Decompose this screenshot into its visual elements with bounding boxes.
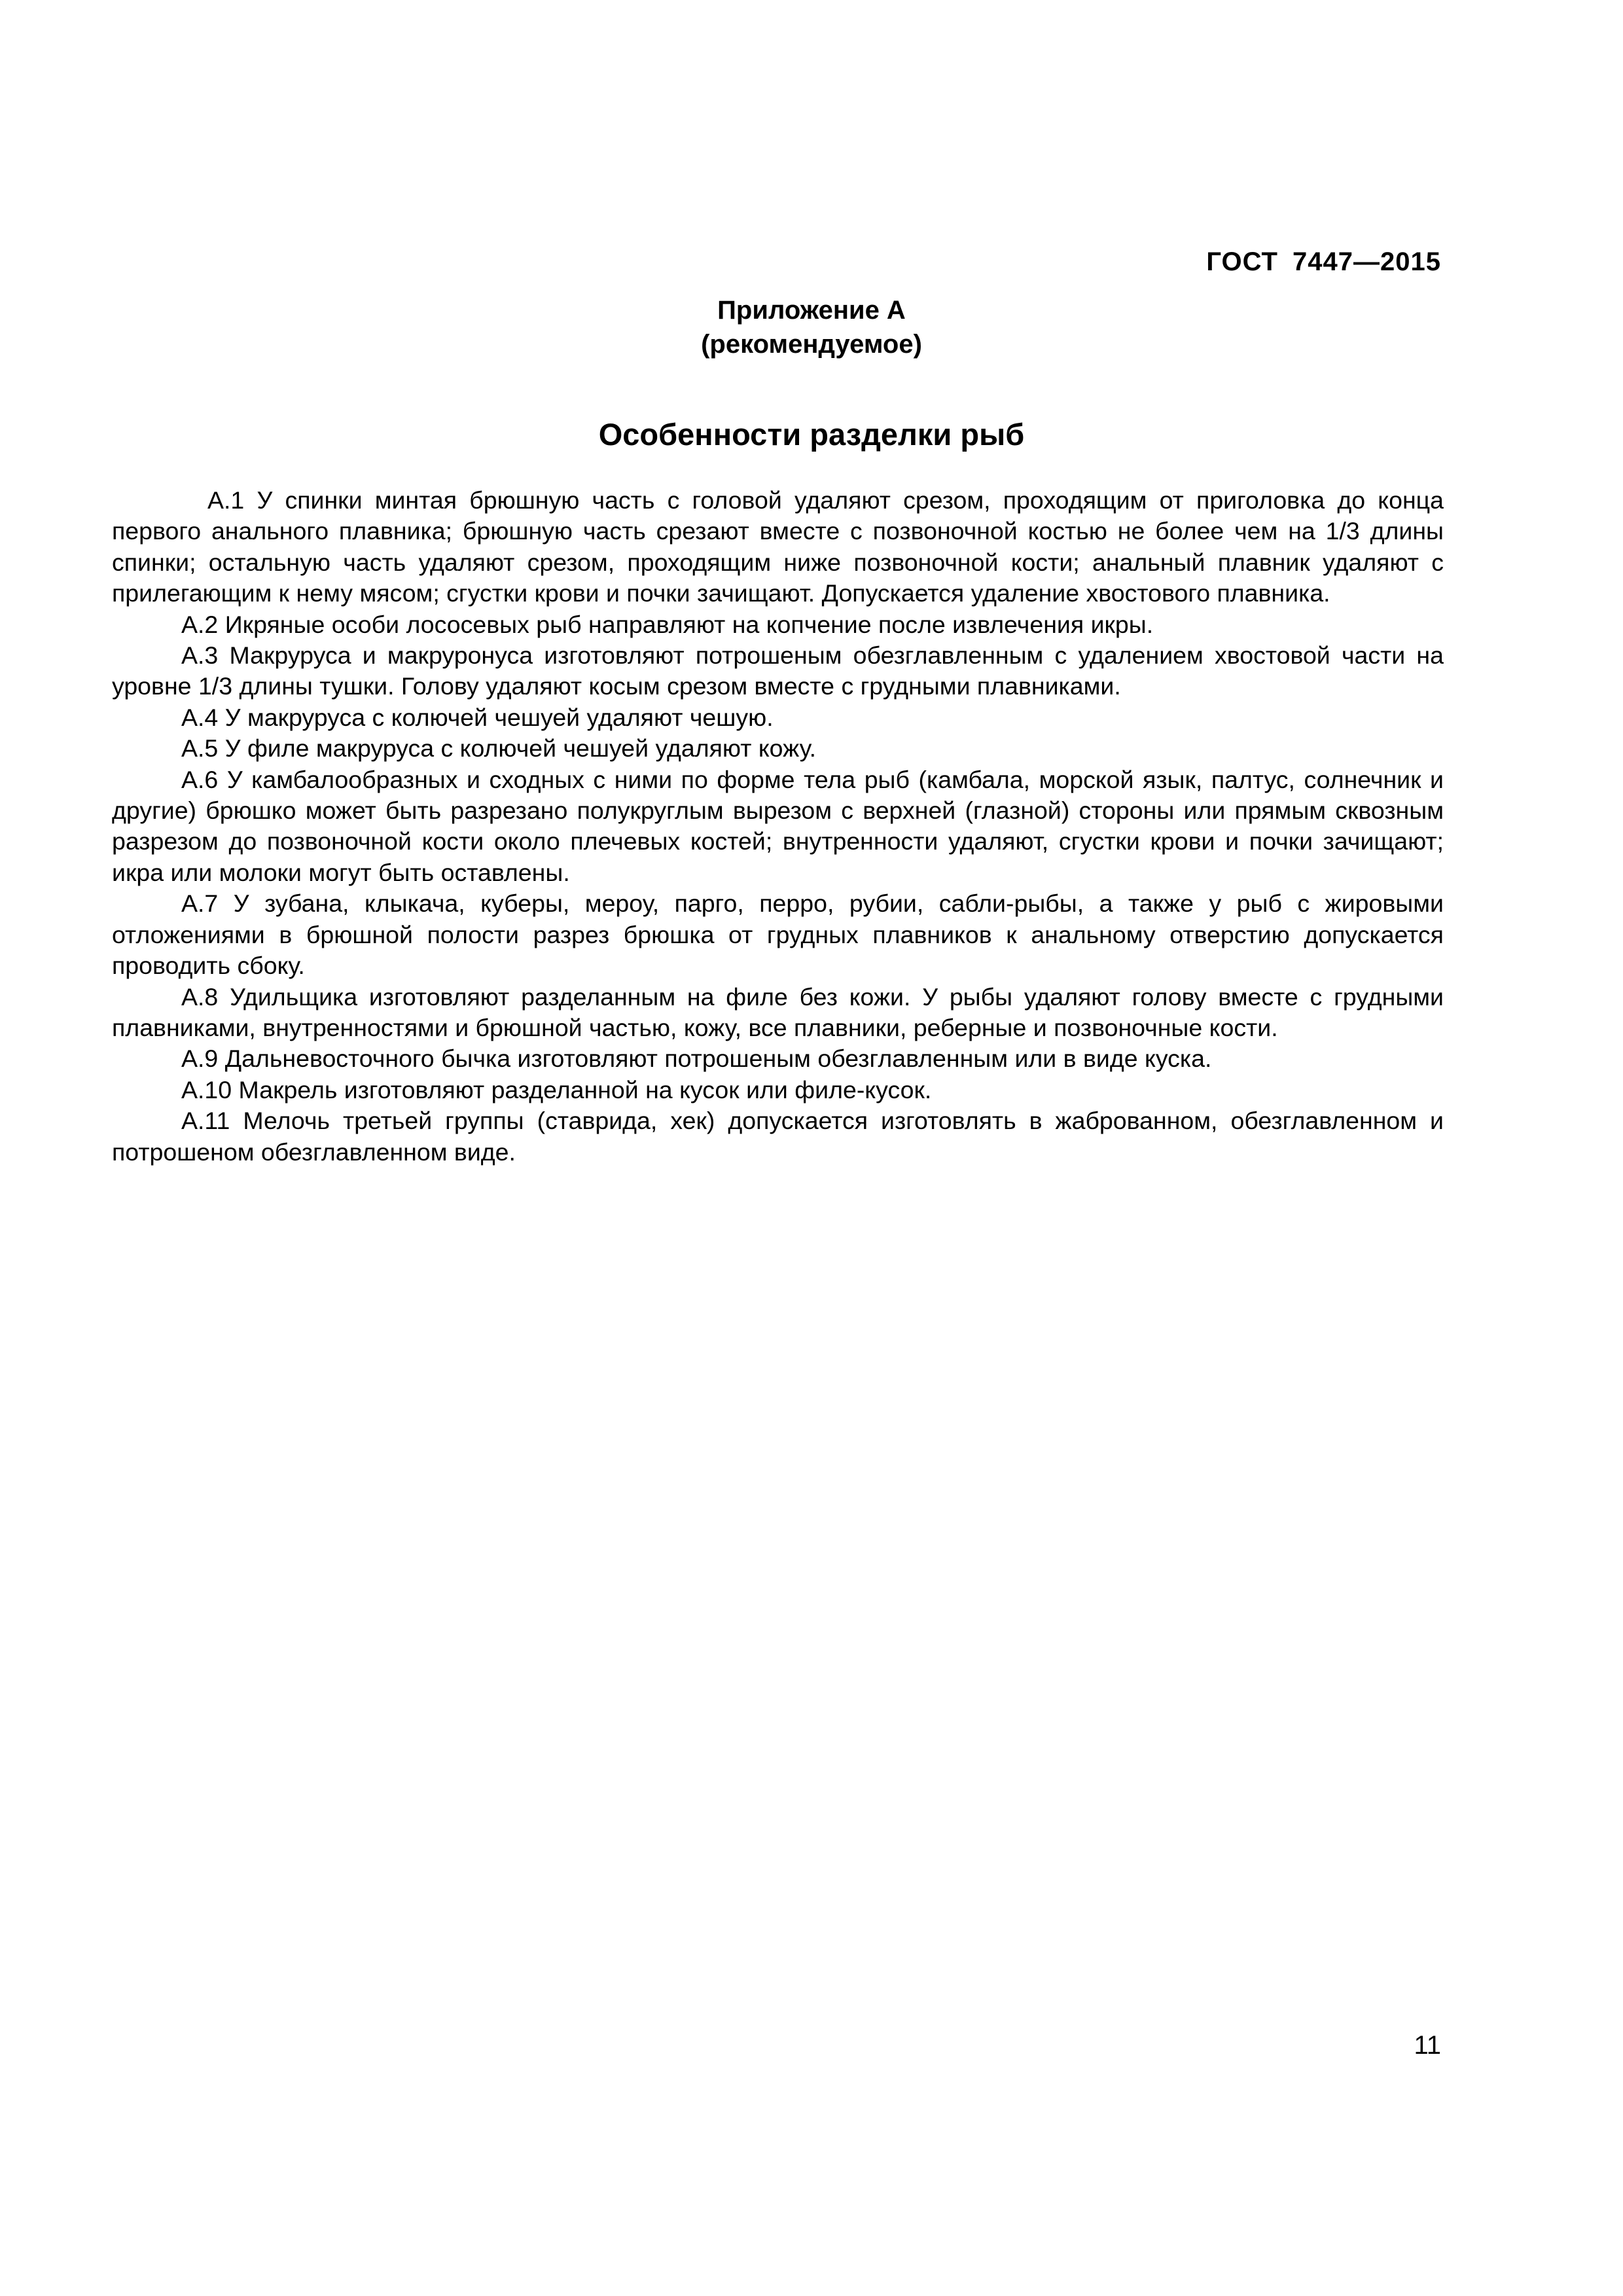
appendix-status: (рекомендуемое) (701, 330, 922, 359)
paragraph-a2: А.2 Икряные особи лососевых рыб направляют на копчение после извлечения икры. (181, 610, 1154, 638)
document-body (112, 485, 1444, 1168)
paragraph-a1: А.1 У спинки минтая брюшную часть с головой удаляют срезом, проходящим от приголовка до конца первого анального плавника; брюшную часть срезают вместе с позвоночной костью не более чем на 1/3 длины спинки; остальную часть удаляют срезом, проходящим ниже позвоночной кости; анальный плавник удаляют с прилегающим к нему мясом; сгустки крови и почки зачищают. Допускается удаление хвостового плавника. (112, 486, 1444, 607)
paragraph-a6: А.6 У камбалообразных и сходных с ними по форме тела рыб (камбала, морской язык, палтус, солнечник и другие) брюшко может быть разрезано полукруглым вырезом с верхней (глазной) стороны или прямым сквозным разрезом до позвоночной кости около плечевых костей; внутренности удаляют, сгустки крови и почки зачищают; икра или молоки могут быть оставлены. (112, 765, 1444, 886)
paragraph-a11: А.11 Мелочь третьей группы (ставрида, хек) допускается изготовлять в жаброванном, обезглавленном и потрошеном обезглавленном виде. (112, 1107, 1444, 1166)
paragraph-a7: А.7 У зубана, клыкача, куберы, мероу, парго, перро, рубии, сабли-рыбы, а также у рыб с жировыми отложениями в брюшной полости разрез брюшка от грудных плавников к анальному отверстию допускается проводить сбоку. (112, 889, 1444, 980)
paragraph-a3: А.3 Макруруса и макруронуса изготовляют потрошеным обезглавленным с удалением хвостовой части на уровне 1/3 длины тушки. Голову удаляют косым срезом вместе с грудными плавниками. (112, 641, 1444, 700)
section-title: Особенности разделки рыб (598, 417, 1025, 452)
appendix-heading (0, 293, 1623, 361)
paragraph-a5: А.5 У филе макруруса с колючей чешуей удаляют кожу. (181, 734, 817, 762)
document-code: ГОСТ 7447—2015 (1206, 247, 1441, 276)
appendix-title: Приложение А (717, 296, 906, 325)
paragraph-a9: А.9 Дальневосточного бычка изготовляют потрошеным обезглавленным или в виде куска. (181, 1045, 1212, 1073)
paragraph-a4: А.4 У макруруса с колючей чешуей удаляют чешую. (181, 703, 774, 731)
page-number: 11 (1414, 2031, 1441, 2060)
paragraph-a10: А.10 Макрель изготовляют разделанной на кусок или филе-кусок. (181, 1075, 932, 1103)
paragraph-a8: А.8 Удильщика изготовляют разделанным на филе без кожи. У рыбы удаляют голову вместе с грудными плавниками, внутренностями и брюшной частью, кожу, все плавники, реберные и позвоночные кости. (112, 982, 1444, 1041)
